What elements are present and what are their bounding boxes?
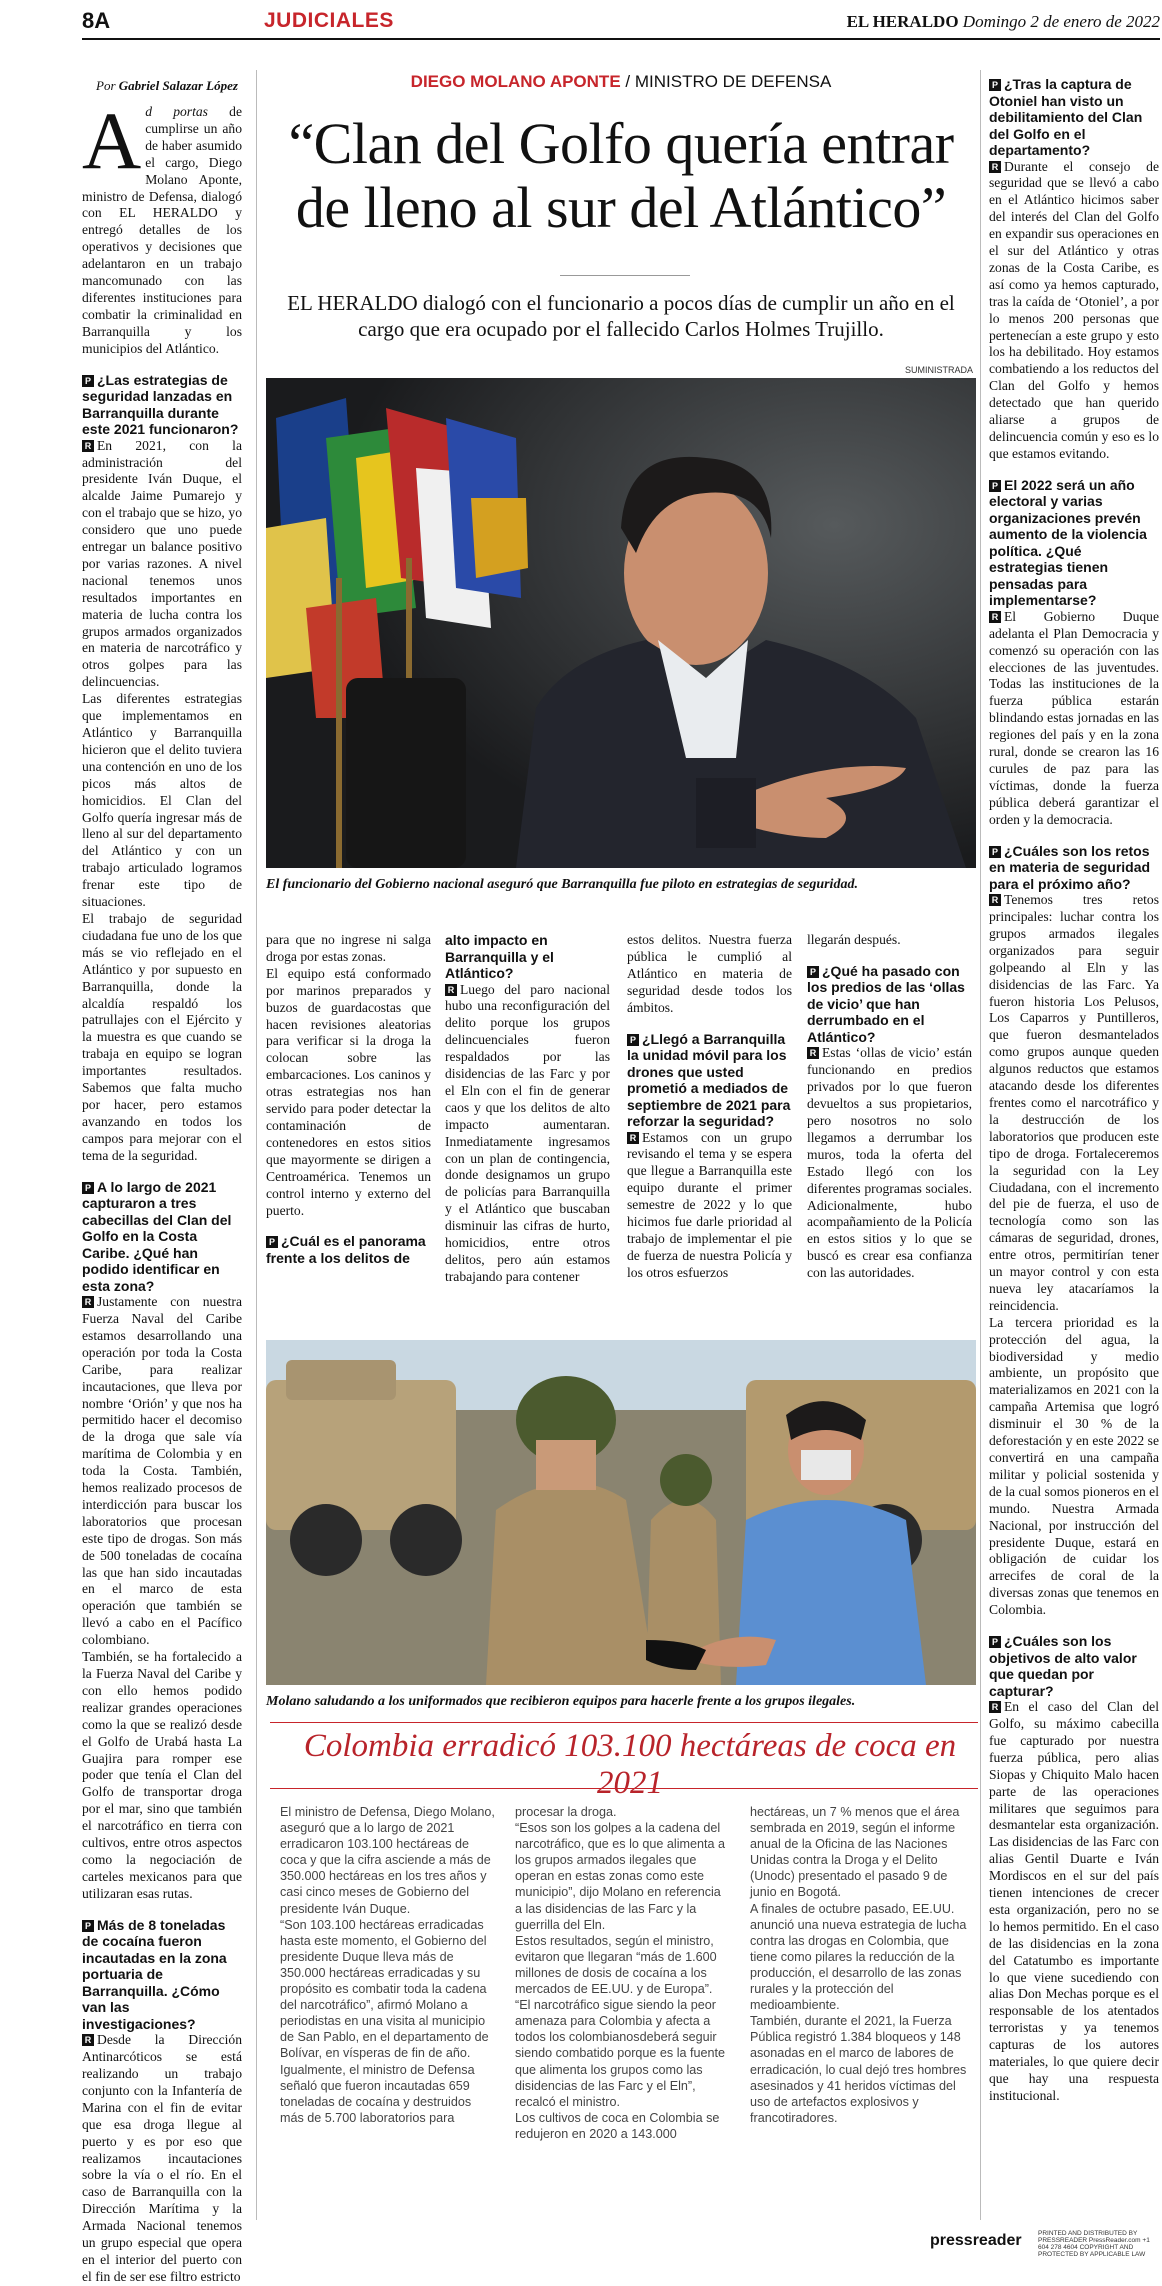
- answer-tag: R: [82, 440, 94, 452]
- answer-7: [989, 159, 1159, 463]
- section-name: JUDICIALES: [264, 9, 394, 32]
- box-column-2: [515, 1804, 730, 2142]
- box-paragraph: hectáreas, un 7 % menos que el área sembrada en 2019, según el informe anual de la Oficina de las Naciones Unidas contra la Droga y el Delito (Unodc) presentado el pasado 9 de junio en Bogotá.: [750, 1805, 960, 1900]
- answer-text: Justamente con nuestra Fuerza Naval del Caribe estamos desarrollando una operación por toda la Costa Caribe, para realizar incautaciones, que lleva por nombre ‘Orión’ y que nos ha permitido hacer el decomiso de la droga que sale vía marítima de Colombia y en toda la Costa. También, hemos realizado procesos de interdicción para buscar los laboratorios que procesan este tipo de drogas. Son más de 500 toneladas de cocaína las que han sido incautadas en el marco de esta operación que también se llevó a cabo en el Pacífico colombiano.: [82, 1294, 242, 1648]
- question-5: [627, 1031, 792, 1130]
- article-column-2: [266, 932, 431, 1266]
- answer-paragraph: También, se ha fortalecido a la Fuerza Naval del Caribe y con ello hemos podido realizar grandes operaciones como la que se realizó desde el Golfo de Urabá hasta La Guajira para romper ese poder que tenía el Clan del Golfo de transportar droga por el mar, sino que también el narcotráfico en tierra con cultivos, entre otros aspectos como la negociación de carteles mexicanos para que utilizaran esas rutas.: [82, 1649, 242, 1901]
- question-text: ¿Cuál es el panorama frente a los delitos de: [266, 1233, 426, 1266]
- answer-5: [627, 1130, 792, 1282]
- page-number: 8A: [82, 8, 111, 33]
- answer-text: Desde la Dirección Antinarcóticos se está realizando un trabajo conjunto con la Infantería de Marina con el fin de evitar que esa droga llegue al puerto y es por eso que realizamos incautaciones sobre la vía o el río. En el caso de Barranquilla con la Dirección Marítima y la Armada Nacional tenemos un grupo especial que opera en el interior del puerto con el fin de ser ese filtro estricto: [82, 2032, 242, 2284]
- answer-2: [82, 1294, 242, 1649]
- question-tag: P: [989, 480, 1001, 492]
- byline: [96, 78, 238, 94]
- answer-9: [989, 892, 1159, 1315]
- article-column-right: [989, 76, 1159, 2105]
- intro-text: de cumplirse un año de haber asumido el cargo, Diego Molano Aponte, ministro de Defensa, dialogó con EL HERALDO y entregó detalles de los operativos y decisiones que adelantaron en un trabajo mancomunado con las diferentes instituciones para combatir la criminalidad en Barranquilla y los municipios del Atlántico.: [82, 104, 242, 356]
- question-7: [989, 76, 1159, 159]
- answer-tag: R: [445, 984, 457, 996]
- question-text: ¿Qué ha pasado con los predios de las ‘ollas de vicio’ que han derrumbado en el Atlántico?: [807, 962, 965, 1045]
- intro-italic: d portas: [145, 104, 208, 119]
- intro-paragraph: [82, 95, 242, 358]
- question-1: [82, 372, 242, 438]
- box-paragraph: procesar la droga.: [515, 1805, 617, 1819]
- answer-text: Estas ‘ollas de vicio’ están funcionando en predios privados por lo que fueron devueltos a sus propietarios, pero nosotros no solo llegamos a derrumbar los muros, toda la oferta del Estado llegó con los diferentes programas sociales. Adicionalmente, hubo acompañamiento de la Policía en estos sitios y lo que se buscó es crear esa confianza con las autoridades.: [807, 1045, 972, 1281]
- column-divider: [256, 70, 257, 2220]
- box-paragraph: Los cultivos de coca en Colombia se redujeron en 2020 a 143.000: [515, 2110, 720, 2141]
- question-tag: P: [989, 1636, 1001, 1648]
- answer-text: Tenemos tres retos principales: luchar contra los grupos armados ilegales organizados para seguir golpeando al Eln y las disidencias de las Farc. Ya fueron historia Los Pelusos, Los Caparros y Puntilleros, que fueron desmantelados como grupos aunque queden algunos reductos que estamos atacando desde los diferentes frentes como el narcotráfico y la destrucción de los laboratorios que producen este tipo de droga. Fortaleceremos la seguridad con la Ley Ciudadana, con el incremento del pie de fuerza, el uso de tecnología como son las cámaras de seguridad, drones, entre otros, permitirían tener un mayor control y con esta nueva ley atacaríamos la reincidencia.: [989, 892, 1159, 1313]
- column-divider: [980, 70, 981, 2220]
- article-column-4: [627, 932, 792, 1282]
- answer-1: [82, 438, 242, 692]
- answer-tag: R: [989, 161, 1001, 173]
- answer-tag: R: [82, 1296, 94, 1308]
- answer-6: [807, 1045, 972, 1282]
- newspaper-name: EL HERALDO: [846, 12, 959, 31]
- pressreader-logo[interactable]: pressreader: [930, 2232, 1022, 2249]
- answer-tag: R: [627, 1132, 639, 1144]
- question-6: [807, 963, 972, 1046]
- question-text: ¿Cuáles son los retos en materia de seguridad para el próximo año?: [989, 842, 1151, 892]
- answer-paragraph: estos delitos. Nuestra fuerza pública le cumplió al Atlántico en materia de seguridad desde todos los ámbitos.: [627, 932, 792, 1015]
- question-text: Más de 8 toneladas de cocaína fueron incautadas en la zona portuaria de Barranquilla. ¿Cómo van las investigaciones?: [82, 1916, 227, 2032]
- question-tag: P: [82, 1182, 94, 1194]
- answer-3: [82, 2032, 242, 2286]
- question-tag: P: [989, 846, 1001, 858]
- box-top-rule: [270, 1722, 978, 1723]
- box-paragraph: También, durante el 2021, la Fuerza Pública registró 1.384 bloqueos y 148 asonadas en el marco de labores de erradicación, lo cual dejó tres hombres asesinados y 41 heridos víctimas del uso de artefactos explosivos y francotiradores.: [750, 2014, 967, 2125]
- photo-illustration: [266, 1340, 976, 1685]
- photo-credit: SUMINISTRADA: [905, 365, 974, 375]
- article-column-1: [82, 95, 242, 2286]
- question-4-cont: alto impacto en Barranquilla y el Atlántico?: [445, 932, 554, 981]
- box-title: Colombia erradicó 103.100 hectáreas de coca en 2021: [303, 1728, 957, 1801]
- question-tag: P: [82, 1920, 94, 1932]
- box-paragraph: El ministro de Defensa, Diego Molano, aseguró que a lo largo de 2021 erradicaron 103.100 hectáreas de coca y que la cifra asciende a más de 350.000 hectáreas en los tres años y casi cinco meses de Gobierno del presidente Iván Duque.: [280, 1805, 495, 1916]
- box-paragraph: Estos resultados, según el ministro, evitaron que llegaran “más de 1.600 millones de dosis de cocaína a los mercados de EE.UU. y de Europa”.: [515, 1933, 717, 1997]
- photo1-caption: El funcionario del Gobierno nacional aseguró que Barranquilla fue piloto en estrategias de seguridad.: [266, 877, 858, 892]
- question-4: [266, 1233, 431, 1266]
- page-header: [82, 4, 1160, 40]
- box-paragraph: “El narcotráfico sigue siendo la peor amenaza para Colombia y afecta a todos los colombianosdeberá seguir siendo combatido porque es la fuente que alimenta los grupos como las disidencias de las Farc y el Eln”, recalcó el ministro.: [515, 1998, 726, 2109]
- masthead: [847, 12, 1160, 32]
- answer-4: [445, 982, 610, 1286]
- headline: “Clan del Golfo quería entrar de lleno al sur del Atlántico”: [288, 111, 954, 240]
- question-tag: P: [627, 1034, 639, 1046]
- deck: EL HERALDO dialogó con el funcionario a pocos días de cumplir un año en el cargo que era ocupado por el fallecido Carlos Holmes Trujillo.: [287, 291, 955, 341]
- answer-text: En el caso del Clan del Golfo, su máximo cabecilla fue capturado por nuestra fuerza pública, pero alias Siopas y Chiquito Malo hacen parte de las operaciones militares que seguimos para desmantelar esta organización. Las disidencias de las Farc con alias Gentil Duarte e Iván Mordiscos en el sur del país tienen intenciones de crecer esta organización, pero no se lo hemos permitido. En el caso de las disidencias en la zona del Catatumbo es importante lo que viene sucediendo con alias Don Mechas porque es el responsable de los atentados terroristas y ya tenemos capturas de los autores materiales, lo que quiere decir que hay una respuesta institucional.: [989, 1699, 1159, 2103]
- question-tag: P: [82, 375, 94, 387]
- box-paragraph: “Esos son los golpes a la cadena del narcotráfico, que es lo que alimenta a los grupos armados ilegales que operan en estas zonas como este municipio”, dijo Molano en referencia a las disidencias de las Farc y la guerrilla del Eln.: [515, 1821, 726, 1932]
- answer-tag: R: [989, 611, 1001, 623]
- kicker-role: MINISTRO DE DEFENSA: [634, 72, 832, 91]
- question-8: [989, 477, 1159, 609]
- question-2: [82, 1179, 242, 1295]
- issue-date: Domingo 2 de enero de 2022: [962, 12, 1160, 31]
- kicker: DIEGO MOLANO APONTE / MINISTRO DE DEFENSA: [410, 72, 832, 91]
- answer-tag: R: [82, 2034, 94, 2046]
- box-paragraph: “Son 103.100 hectáreas erradicadas hasta este momento, el Gobierno del presidente Duque lleva más de 350.000 hectáreas erradicadas y su propósito es combatir toda la cadena del narcotráfico”, afirmó Molano a periodistas en una visita al municipio de San Pablo, en el departamento de Bolívar, en vísperas de fin de año.: [280, 1917, 489, 2061]
- photo2-caption: Molano saludando a los uniformados que recibieron equipos para hacerle frente a los grupos ilegales.: [266, 1694, 856, 1709]
- question-text: ¿Cuáles son los objetivos de alto valor que quedan por capturar?: [989, 1633, 1137, 1699]
- answer-paragraph: El trabajo de seguridad ciudadana fue uno de los que más se vio reflejado en el Atlántico y por supuesto en Barranquilla, donde la alcaldía respaldó los patrullajes con el Ejército y la muestra es que cuando se trabaja en equipo se logran importantes resultados. Sabemos que falta mucho por hacer, pero estamos avanzando en todos los campos para mejorar con el tema de la seguridad.: [82, 910, 242, 1163]
- answer-paragraph: para que no ingrese ni salga droga por estas zonas.: [266, 932, 431, 964]
- answer-tag: R: [807, 1047, 819, 1059]
- box-column-3: [750, 1804, 970, 2126]
- question-9: [989, 843, 1159, 893]
- pressreader-footer: [930, 2230, 1160, 2258]
- box-column-1: [280, 1804, 495, 2126]
- photo-minister-interview: [266, 378, 976, 868]
- answer-tag: R: [989, 1701, 1001, 1713]
- answer-text: En 2021, con la administración del presidente Iván Duque, el alcalde Jaime Pumarejo y con el trabajo que se hizo, yo considero que uno puede entregar un balance positivo por varias razones. A nivel nacional tenemos unos resultados importantes en materia de lucha contra los grupos armados organizados en materia de narcotráfico y otros golpes para las delincuencias.: [82, 437, 242, 690]
- question-text: ¿Las estrategias de seguridad lanzadas en Barranquilla durante este 2021 funcionaron?: [82, 371, 239, 438]
- drop-cap: A: [82, 95, 142, 186]
- answer-text: Durante el consejo de seguridad que se llevó a cabo en el Atlántico hicimos saber del interés del Clan del Golfo en expandir sus operaciones en el sur del Atlántico y otras zonas de la Costa Caribe, es así como ya hemos capturado, tras la caída de ‘Otoniel’, a por lo menos 200 personas que pertenecían a este grupo y esto los ha debilitado. Hoy estamos combatiendo a los reductos del Clan del Golfo y hemos detectado que han querido aliarse a grupos de delincuencia común y eso es lo que estamos evitando.: [989, 158, 1159, 461]
- question-tag: P: [989, 79, 1001, 91]
- article-column-5: [807, 932, 972, 1282]
- question-3: [82, 1917, 242, 2033]
- answer-tag: R: [989, 894, 1001, 906]
- deck-rule: [560, 275, 690, 276]
- question-text: El 2022 será un año electoral y varias organizaciones prevén aumento de la violencia política. ¿Qué estrategias tienen pensadas para implementarse?: [989, 476, 1147, 609]
- question-tag: P: [807, 966, 819, 978]
- answer-text: Luego del paro nacional hubo una reconfiguración del delito porque los grupos delincuenciales fueron respaldados por las disidencias de las Farc y por el Eln con el fin de generar caos y que los delitos de alto impacto aumentaran. Inmediatamente ingresamos con un plan de contingencia, donde designamos un grupo de policías para Barranquilla y el Atlántico que buscaban disminuir las cifras de hurto, homicidios, entre otros delitos, pero aún estamos trabajando para contener: [445, 981, 610, 1284]
- article-column-3: [445, 932, 610, 1286]
- byline-author: Gabriel Salazar López: [118, 78, 238, 93]
- photo-illustration: [266, 378, 976, 868]
- answer-paragraph: Las diferentes estrategias que implementamos en Atlántico y Barranquilla hicieron que el delito tuviera una contención en uno de los picos más altos de homicidios. El Clan del Golfo quería ingresar más de lleno al sur del departamento del Atlántico y con un trabajo articulado logramos frenar este tipo de situaciones.: [82, 691, 242, 910]
- answer-10: [989, 1699, 1159, 2105]
- question-10: [989, 1633, 1159, 1699]
- box-paragraph: A finales de octubre pasado, EE.UU. anunció una nueva estrategia de lucha contra las drogas en Colombia, que tiene como pilares la reducción de la producción, el desarrollo de las zonas rurales y la protección del medioambiente.: [750, 1901, 967, 2013]
- answer-paragraph: llegarán después.: [807, 932, 901, 947]
- kicker-name: DIEGO MOLANO APONTE: [410, 72, 621, 91]
- answer-paragraph: La tercera prioridad es la protección del agua, la biodiversidad y medio ambiente, un propósito que materializamos en 2021 con la campaña Artemisa que logró disminuir el 30 % de la deforestación y en este 2022 se convertirá en una campaña militar y policial sostenida y de la cual somos pioneros en el mundo. Nuestra Armada Nacional, por instrucción del presidente Duque, estará en obligación de cuidar los arrecifes de coral de la diversas zonas que tenemos en Colombia.: [989, 1314, 1159, 1618]
- answer-8: [989, 609, 1159, 829]
- question-text: A lo largo de 2021 capturaron a tres cabecillas del Clan del Golfo en la Costa Caribe. ¿Qué han podido identificar en esta zona?: [82, 1178, 232, 1294]
- photo-troops-greeting: [266, 1340, 976, 1685]
- question-text: ¿Llegó a Barranquilla la unidad móvil para los drones que usted prometió a mediados de septiembre de 2021 para reforzar la seguridad?: [627, 1030, 791, 1130]
- box-paragraph: Igualmente, el ministro de Defensa señaló que fueron incautadas 659 toneladas de cocaína y destruidos más de 5.700 laboratorios para: [280, 2062, 475, 2125]
- pressreader-notice: PRINTED AND DISTRIBUTED BY PRESSREADER PressReader.com +1 604 278 4604 COPYRIGHT AND PROTECTED BY APPLICABLE LAW: [1038, 2230, 1150, 2258]
- question-tag: P: [266, 1236, 278, 1248]
- answer-text: El Gobierno Duque adelanta el Plan Democracia y comenzó su operación con las elecciones de las juventudes. Todas las instituciones de la fuerza pública estarán blindando estas jornadas en las regiones del país y en la zona rural, donde se crearon las 16 curules de paz para las víctimas, donde la fuerza pública deberá garantizar el orden y la democracia.: [989, 608, 1159, 827]
- question-text: ¿Tras la captura de Otoniel han visto un debilitamiento del Clan del Golfo en el departamento?: [989, 76, 1143, 158]
- box-title-rule: [270, 1788, 978, 1789]
- byline-prefix: Por: [96, 78, 116, 93]
- answer-text: Estamos con un grupo revisando el tema y se espera que llegue a Barranquilla este equipo durante el primer semestre de 2022 y lo que hicimos fue darle prioridad al trabajo de implementar el pie de fuerza de nuestra Policía y los otros esfuerzos: [627, 1129, 792, 1280]
- answer-paragraph: El equipo está conformado por marinos preparados y buzos de guardacostas que hacen revisiones aleatorias para verificar si la droga la colocan sobre las embarcaciones. Los caninos y otras estrategias nos han servido para poder detectar la contaminación de contenedores en estos sitios que mayormente se dirigen a Centroamérica. Tenemos un control interno y externo del puerto.: [266, 965, 431, 1218]
